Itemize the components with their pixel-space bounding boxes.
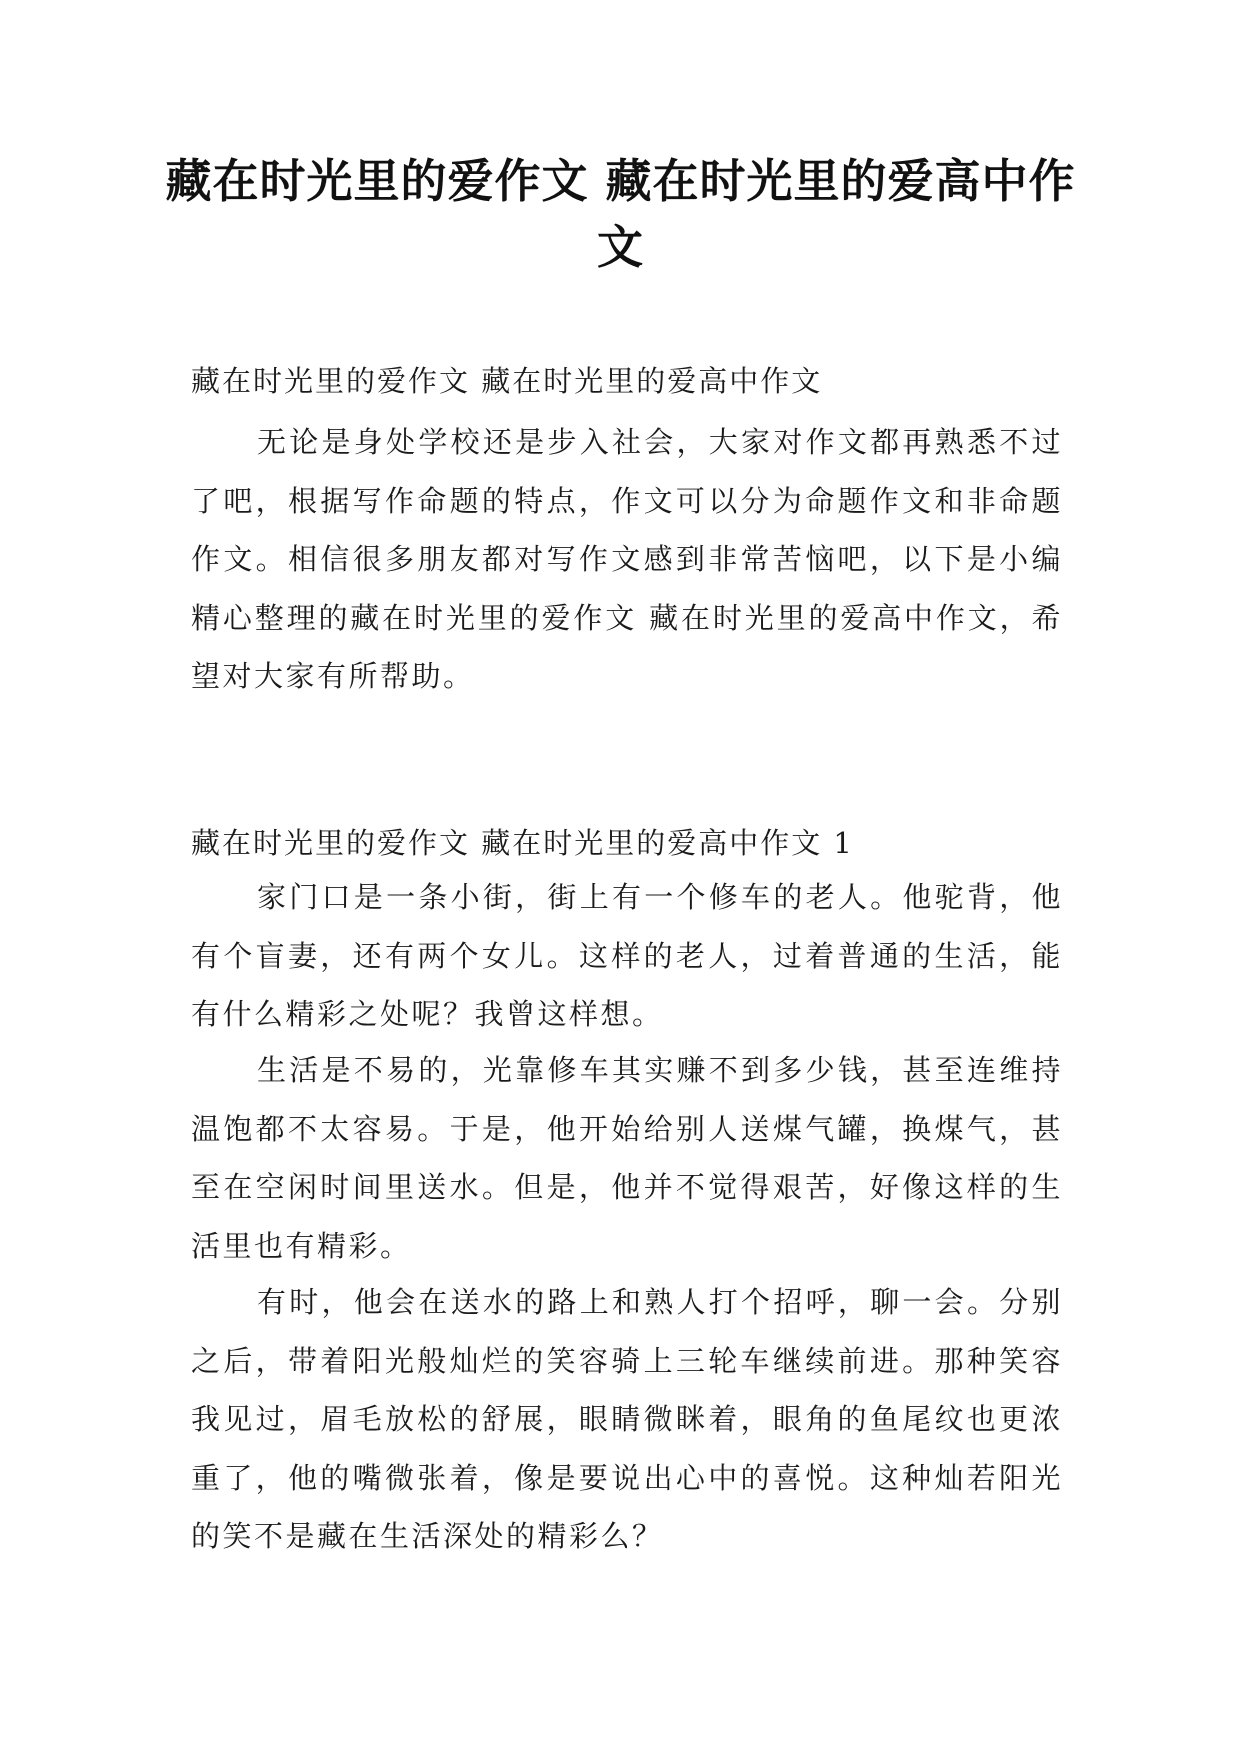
body-paragraph: 家门口是一条小街，街上有一个修车的老人。他驼背，他有个盲妻，还有两个女儿。这样的老人，过着普通的生活，能有什么精彩之处呢？我曾这样想。 xyxy=(191,880,1063,1031)
body-paragraph: 生活是不易的，光靠修车其实赚不到多少钱，甚至连维持温饱都不太容易。于是，他开始给别人送煤气罐，换煤气，甚至在空闲时间里送水。但是，他并不觉得艰苦，好像这样的生活里也有精彩。 xyxy=(191,1053,1063,1263)
section-heading: 藏在时光里的爱作文 藏在时光里的爱高中作文 1 xyxy=(191,826,854,860)
body-paragraph: 有时，他会在送水的路上和熟人打个招呼，聊一会。分别之后，带着阳光般灿烂的笑容骑上三轮车继续前进。那种笑容我见过，眉毛放松的舒展，眼睛微眯着，眼角的鱼尾纹也更浓重了，他的嘴微张着，像是要说出心中的喜悦。这种灿若阳光的笑不是藏在生活深处的精彩么？ xyxy=(191,1285,1063,1553)
document-title: 藏在时光里的爱作文 藏在时光里的爱高中作文 xyxy=(165,154,1076,274)
intro-paragraph: 无论是身处学校还是步入社会，大家对作文都再熟悉不过了吧，根据写作命题的特点，作文可以分为命题作文和非命题作文。相信很多朋友都对写作文感到非常苦恼吧，以下是小编精心整理的藏在时光里的爱作文 藏在时光里的爱高中作文，希望对大家有所帮助。 xyxy=(191,425,1063,693)
document-subtitle: 藏在时光里的爱作文 藏在时光里的爱高中作文 xyxy=(191,364,823,398)
